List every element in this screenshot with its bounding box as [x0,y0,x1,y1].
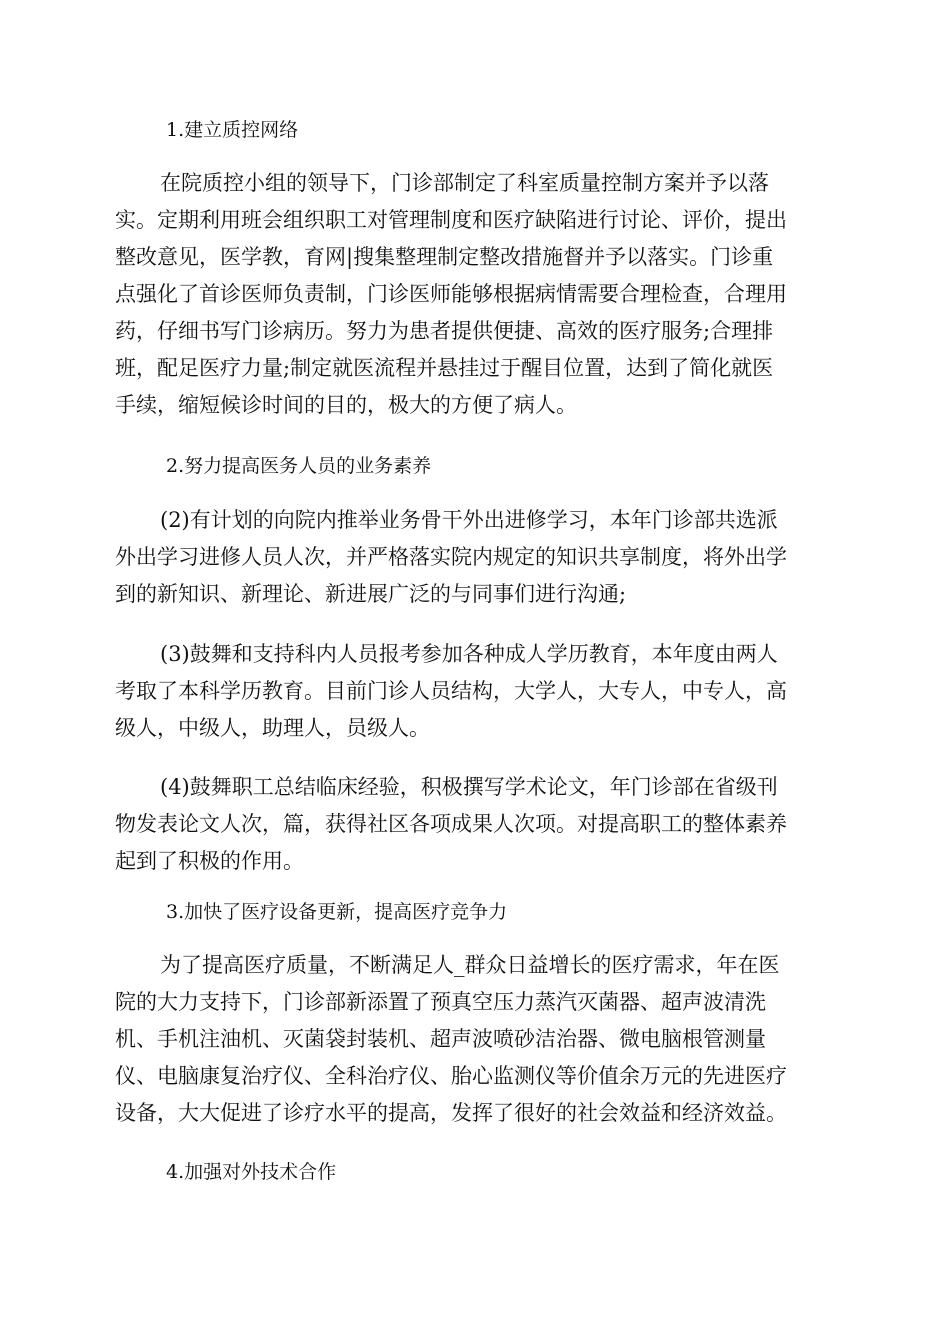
paragraph-line: 设备，大大促进了诊疗水平的提高，发挥了很好的社会效益和经济效益。 [115,1101,787,1125]
paragraph [115,769,835,880]
paragraph-line: 点强化了首诊医师负责制，门诊医师能够根据病情需要合理检查，合理用 [115,282,787,306]
paragraph [115,165,835,424]
paragraph-line: 物发表论文人次，篇，获得社区各项成果人次项。对提高职工的整体素养 [115,812,787,836]
paragraph-line: 在院质控小组的领导下，门诊部制定了科室质量控制方案并予以落 [160,171,769,195]
paragraph [115,636,835,747]
section-heading: 4.加强对外技术合作 [166,1161,337,1183]
paragraph-line: 机、手机注油机、灭菌袋封装机、超声波喷砂洁治器、微电脑根管测量 [115,1027,766,1051]
paragraph-line: (4)鼓舞职工总结临床经验，积极撰写学术论文，年门诊部在省级刊 [160,775,778,799]
paragraph-line: 为了提高医疗质量，不断满足人_群众日益增长的医疗需求，年在医 [160,953,780,977]
paragraph-line: 仪、电脑康复治疗仪、全科治疗仪、胎心监测仪等价值余万元的先进医疗 [115,1064,787,1088]
paragraph-line: 整改意见，医学教，育网|搜集整理制定整改措施督并予以落实。门诊重 [115,245,774,269]
paragraph-line: 实。定期利用班会组织职工对管理制度和医疗缺陷进行讨论、评价，提出 [115,208,787,232]
paragraph-line: 药，仔细书写门诊病历。努力为患者提供便捷、高效的医疗服务;合理排 [115,319,774,343]
paragraph-line: 院的大力支持下，门诊部新添置了预真空压力蒸汽灭菌器、超声波清洗 [115,990,766,1014]
paragraph [115,502,835,613]
section-heading: 1.建立质控网络 [166,119,299,141]
paragraph-line: 手续，缩短候诊时间的目的，极大的方便了病人。 [115,393,577,417]
paragraph-line: 起到了积极的作用。 [115,849,304,873]
paragraph-line: 考取了本科学历教育。目前门诊人员结构，大学人，大专人，中专人，高 [115,679,787,703]
paragraph-line: 外出学习进修人员人次，并严格落实院内规定的知识共享制度，将外出学 [115,545,787,569]
paragraph-line: 到的新知识、新理论、新进展广泛的与同事们进行沟通; [115,582,627,606]
paragraph [115,947,835,1132]
paragraph-line: 级人，中级人，助理人，员级人。 [115,716,430,740]
paragraph-line: (2)有计划的向院内推举业务骨干外出进修学习，本年门诊部共选派 [160,508,778,532]
section-heading: 2.努力提高医务人员的业务素养 [166,455,432,477]
section-heading: 3.加快了医疗设备更新，提高医疗竞争力 [166,901,508,923]
paragraph-line: (3)鼓舞和支持科内人员报考参加各种成人学历教育，本年度由两人 [160,642,778,666]
paragraph-line: 班，配足医疗力量;制定就医流程并悬挂过于醒目位置，达到了简化就医 [115,356,774,380]
